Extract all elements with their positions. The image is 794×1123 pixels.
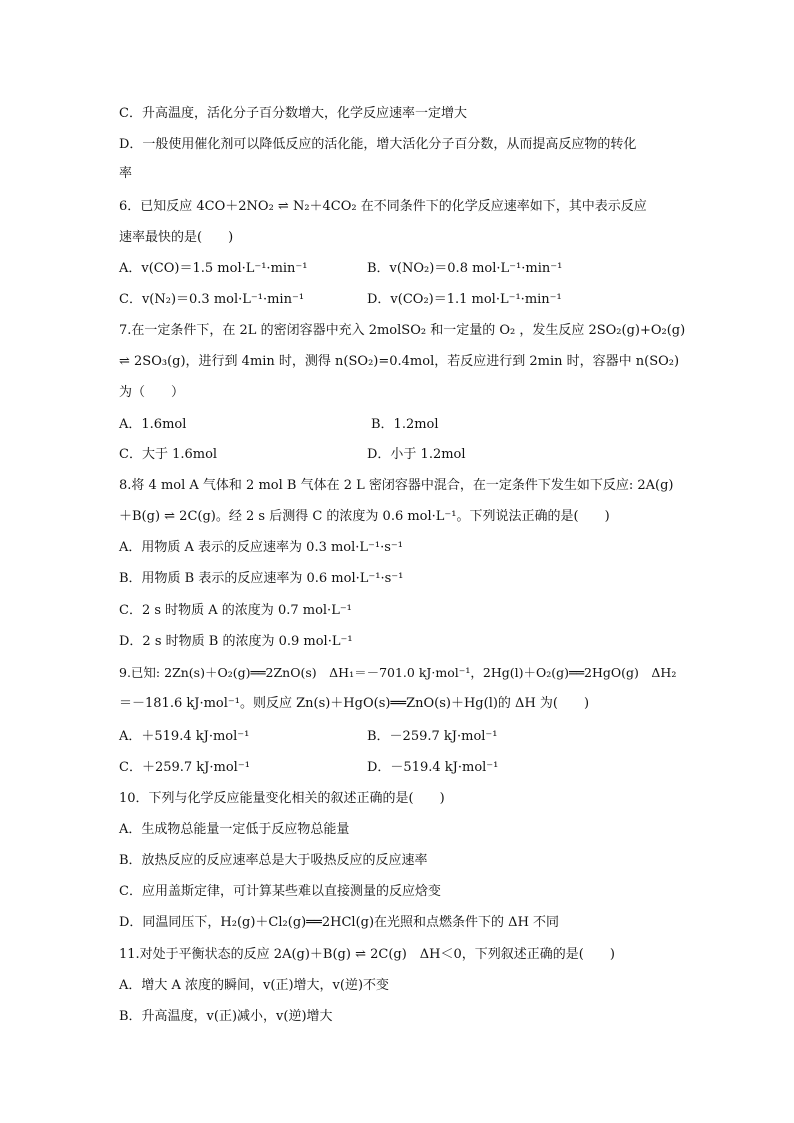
q6-option-c: C．v(N₂)＝0.3 mol·L⁻¹·min⁻¹ xyxy=(119,292,305,307)
option-c-prev: C．升高温度，活化分子百分数增大，化学反应速率一定增大 xyxy=(119,106,467,121)
q6-stem-line2: 速率最快的是( ) xyxy=(119,230,234,245)
q11-option-a: A．增大 A 浓度的瞬间，v(正)增大，v(逆)不变 xyxy=(119,978,390,993)
q10-option-b: B．放热反应的反应速率总是大于吸热反应的反应速率 xyxy=(119,853,428,868)
q9-option-b: B．－259.7 kJ·mol⁻¹ xyxy=(367,729,498,744)
option-d-prev-line1: D．一般使用催化剂可以降低反应的活化能，增大活化分子百分数，从而提高反应物的转化 xyxy=(119,137,637,152)
q9-option-d: D．－519.4 kJ·mol⁻¹ xyxy=(367,760,499,775)
option-d-prev-line2: 率 xyxy=(119,166,133,181)
q10-option-c: C．应用盖斯定律，可计算某些难以直接测量的反应焓变 xyxy=(119,884,441,899)
q9-stem-line1: 9.已知: 2Zn(s)＋O₂(g)══2ZnO(s) ΔH₁＝－701.0 kJ·mol⁻¹，2Hg(l)＋O₂(g)══2HgO(g) ΔH₂ xyxy=(119,665,677,680)
q8-option-a: A．用物质 A 表示的反应速率为 0.3 mol·L⁻¹·s⁻¹ xyxy=(119,540,404,555)
q6-option-d: D．v(CO₂)＝1.1 mol·L⁻¹·min⁻¹ xyxy=(367,292,562,307)
q10-option-d: D．同温同压下，H₂(g)＋Cl₂(g)══2HCl(g)在光照和点燃条件下的 ΔH 不同 xyxy=(119,915,560,930)
q10-option-a: A．生成物总能量一定低于反应物总能量 xyxy=(119,822,350,837)
q7-stem-line2: ⇌ 2SO₃(g)，进行到 4min 时，测得 n(SO₂)=0.4mol，若反应进行到 2min 时，容器中 n(SO₂) xyxy=(119,354,680,369)
q9-option-c: C．＋259.7 kJ·mol⁻¹ xyxy=(119,760,250,775)
q7-option-b: B．1.2mol xyxy=(371,417,439,432)
q7-stem-line3: 为（ ） xyxy=(119,385,185,400)
q7-option-d: D．小于 1.2mol xyxy=(367,447,466,462)
q8-option-b: B．用物质 B 表示的反应速率为 0.6 mol·L⁻¹·s⁻¹ xyxy=(119,571,404,586)
q7-option-c: C．大于 1.6mol xyxy=(119,447,218,462)
q8-option-c: C．2 s 时物质 A 的浓度为 0.7 mol·L⁻¹ xyxy=(119,603,352,618)
q6-option-a: A．v(CO)＝1.5 mol·L⁻¹·min⁻¹ xyxy=(119,261,308,276)
q11-stem: 11.对处于平衡状态的反应 2A(g)＋B(g) ⇌ 2C(g) ΔH＜0，下列叙述正确的是( ) xyxy=(119,947,615,962)
q8-stem-line2: ＋B(g) ⇌ 2C(g)。经 2 s 后测得 C 的浓度为 0.6 mol·L⁻¹。下列说法正确的是( ) xyxy=(119,509,610,524)
q6-option-b: B．v(NO₂)＝0.8 mol·L⁻¹·min⁻¹ xyxy=(367,261,563,276)
q8-option-d: D．2 s 时物质 B 的浓度为 0.9 mol·L⁻¹ xyxy=(119,634,353,649)
q11-option-b: B．升高温度，v(正)减小，v(逆)增大 xyxy=(119,1009,333,1024)
q7-stem-line1: 7.在一定条件下，在 2L 的密闭容器中充入 2molSO₂ 和一定量的 O₂ ，发生反应 2SO₂(g)+O₂(g) xyxy=(119,323,686,338)
q8-stem-line1: 8.将 4 mol A 气体和 2 mol B 气体在 2 L 密闭容器中混合，在一定条件下发生如下反应: 2A(g) xyxy=(119,478,674,493)
q9-stem-line2: ＝－181.6 kJ·mol⁻¹。则反应 Zn(s)＋HgO(s)══ZnO(s)＋Hg(l)的 ΔH 为( ) xyxy=(119,696,590,711)
q10-stem: 10．下列与化学反应能量变化相关的叙述正确的是( ) xyxy=(119,791,445,806)
q9-option-a: A．＋519.4 kJ·mol⁻¹ xyxy=(119,729,250,744)
q6-stem-line1: 6．已知反应 4CO＋2NO₂ ⇌ N₂＋4CO₂ 在不同条件下的化学反应速率如下，其中表示反应 xyxy=(119,199,647,214)
q7-option-a: A．1.6mol xyxy=(119,417,187,432)
